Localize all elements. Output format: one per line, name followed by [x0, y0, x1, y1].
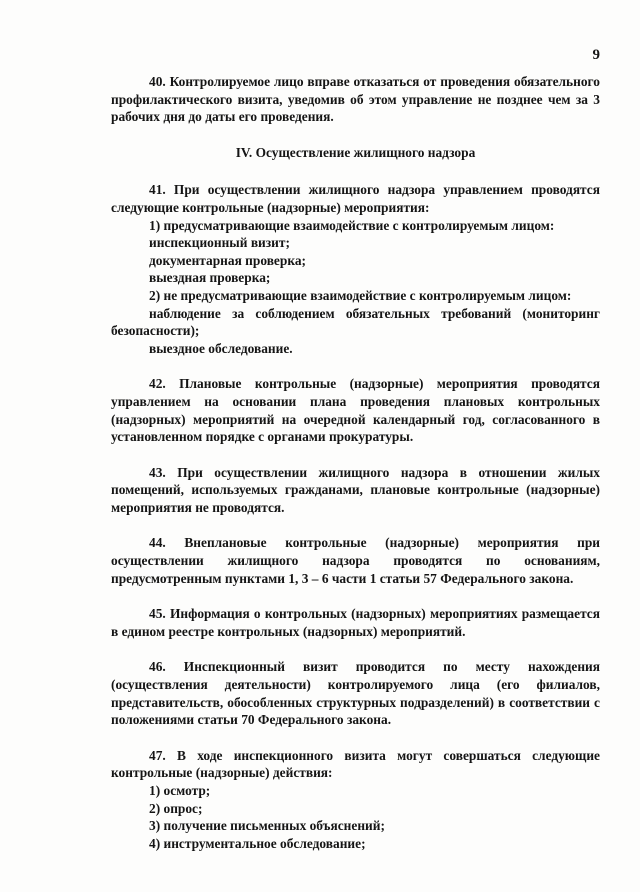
paragraph-47: [111, 747, 600, 853]
paragraph-40: 40. Контролируемое лицо вправе отказаться от проведения обязательного профилактического визита, уведомив об этом управление не позднее чем за 3 рабочих дня до даты его проведения.: [111, 74, 600, 125]
list-item: 1) осмотр;: [149, 783, 211, 798]
paragraph-45: 45. Информация о контрольных (надзорных) мероприятиях размещается в едином реестре контрольных (надзорных) мероприятий.: [111, 606, 600, 639]
list-item: выездное обследование.: [149, 340, 293, 356]
page-number: 9: [592, 47, 600, 63]
list-item: наблюдение за соблюдением обязательных требований (мониторинг безопасности);: [111, 305, 600, 339]
paragraph-44: 44. Внеплановые контрольные (надзорные) мероприятия при осуществлении жилищного надзора проводятся по основаниям, предусмотренным пунктами 1, 3 – 6 части 1 статьи 57 Федерального закона.: [111, 535, 600, 586]
list-item: инспекционный визит;: [149, 235, 290, 251]
paragraph-41: [111, 181, 600, 357]
paragraph-43: 43. При осуществлении жилищного надзора в отношении жилых помещений, используемых гражданами, плановые контрольные (надзорные) мероприятия не проводятся.: [111, 464, 600, 515]
list-item: выездная проверка;: [149, 270, 271, 286]
paragraph-41-intro: 41. При осуществлении жилищного надзора управлением проводятся следующие контрольные (надзорные) мероприятия:: [111, 182, 600, 215]
paragraph-47-intro: 47. В ходе инспекционного визита могут совершаться следующие контрольные (надзорные) действия:: [111, 747, 600, 781]
list-item: 4) инструментальное обследование;: [149, 835, 366, 851]
document-body: [111, 73, 600, 870]
list-item: 1) предусматривающие взаимодействие с контролируемым лицом:: [149, 217, 555, 233]
list-item: 2) опрос;: [149, 800, 203, 816]
list-item: 3) получение письменных объяснений;: [149, 818, 385, 834]
list-item: документарная проверка;: [149, 252, 306, 268]
list-item: 2) не предусматривающие взаимодействие с контролируемым лицом:: [149, 287, 572, 303]
paragraph-46: 46. Инспекционный визит проводится по месту нахождения (осуществления деятельности) контролируемого лица (его филиалов, представительств, обособленных структурных подразделений) в соответствии с положениями статьи 70 Федерального закона.: [111, 659, 600, 728]
paragraph-42: 42. Плановые контрольные (надзорные) мероприятия проводятся управлением на основании плана проведения плановых контрольных (надзорных) мероприятий на очередной календарный год, согласованного в установленном порядке с органами прокуратуры.: [111, 376, 600, 445]
section-heading: IV. Осуществление жилищного надзора: [235, 144, 476, 160]
